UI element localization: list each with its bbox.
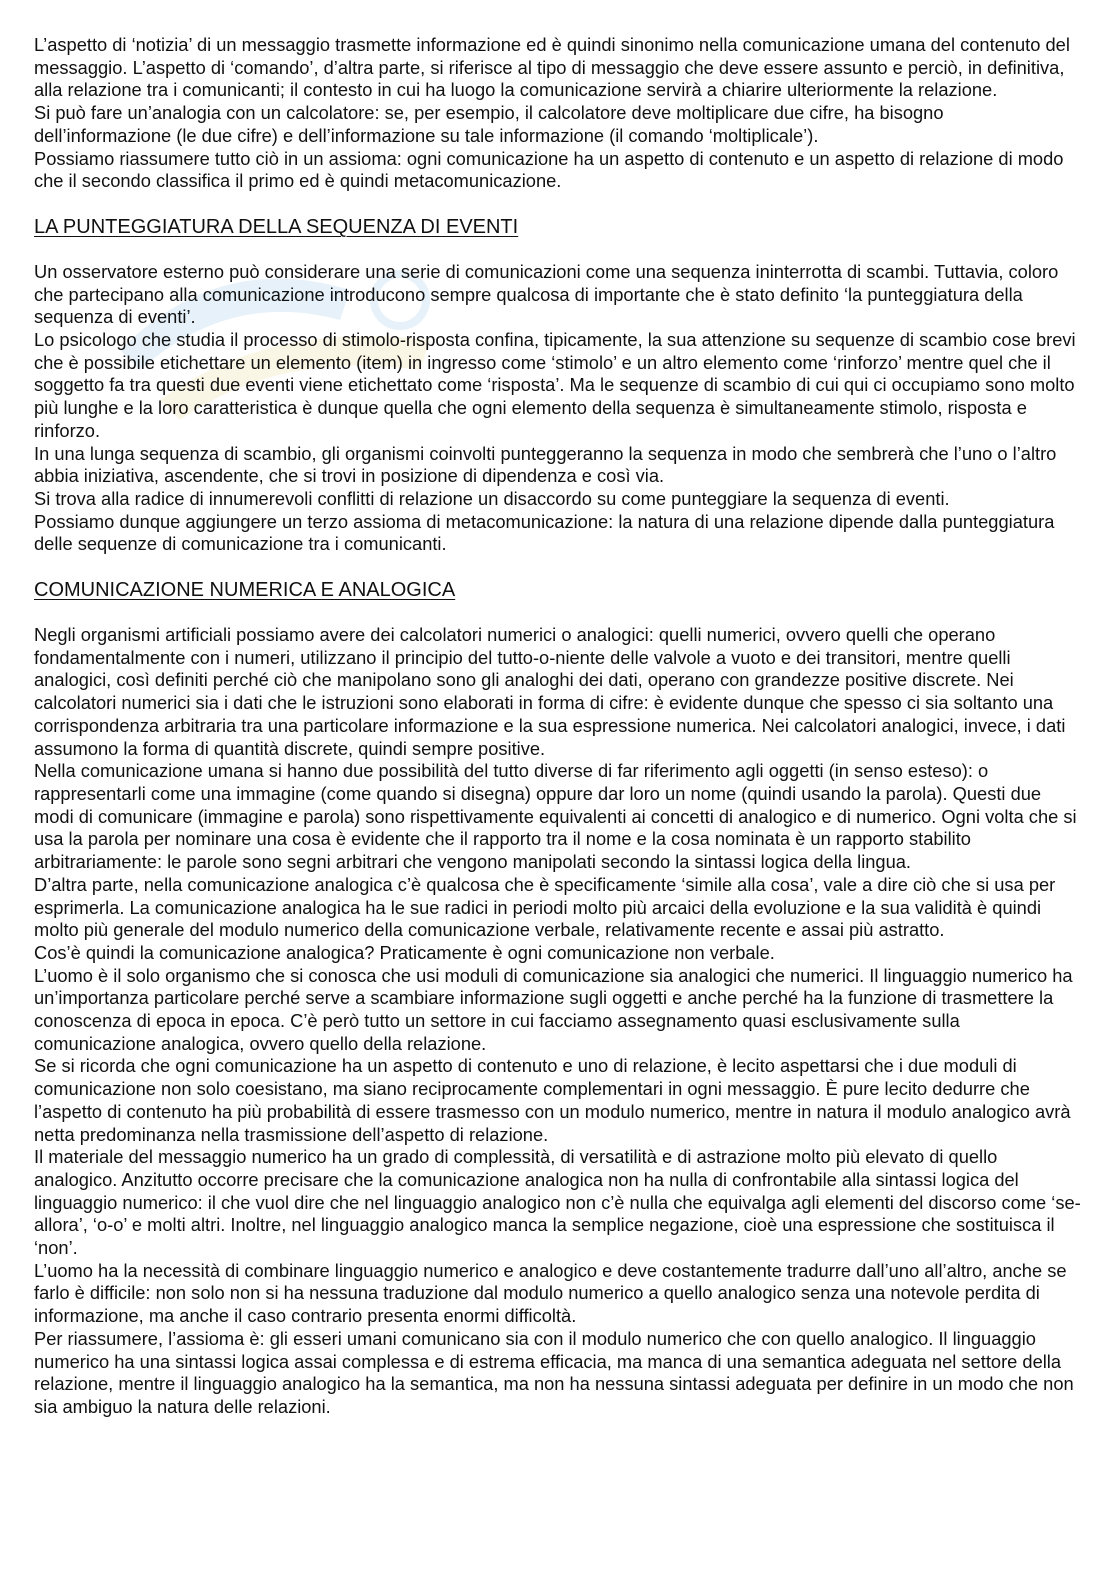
paragraph: Il materiale del messaggio numerico ha un grado di complessità, di versatilità e di astrazione molto più elevato di quello analogico. Anzitutto occorre precisare che la comunicazione analogica non ha nulla di confrontabile alla sintassi logica del linguaggio numerico: il che vuol dire che nel linguaggio analogico non c’è nulla che equivalga agli elementi del discorso come ‘se-allora’, ‘o-o’ e molti altri. Inoltre, nel linguaggio analogico manca la semplice negazione, cioè una espressione che sostituisca il ‘non’. [34, 1146, 1081, 1259]
paragraph: Possiamo dunque aggiungere un terzo assioma di metacomunicazione: la natura di una relazione dipende dalla punteggiatura delle sequenze di comunicazione tra i comunicanti. [34, 510, 1055, 555]
paragraph: Negli organismi artificiali possiamo avere dei calcolatori numerici o analogici: quelli numerici, ovvero quelli che operano fondamentalmente con i numeri, utilizzano il principio del tutto-o-niente delle valvole a vuoto e dei transitori, mentre quelli analogici, così definiti perché ciò che manipolano sono gli analoghi dei dati, operano con grandezze positive discrete. Nei calcolatori numerici sia i dati che le istruzioni sono elaborati in forma di cifre: è evidente dunque che spesso ci sia soltanto una corrispondenza arbitraria tra una particolare informazione e la sua espressione numerica. Nei calcolatori analogici, invece, i dati assumono la forma di quantità discrete, quindi sempre positive. [34, 624, 1066, 759]
paragraph: Si trova alla radice di innumerevoli conflitti di relazione un disaccordo su come punteggiare la sequenza di eventi. [34, 487, 950, 509]
document-page [34, 34, 1082, 1419]
paragraph: D’altra parte, nella comunicazione analogica c’è qualcosa che è specificamente ‘simile alla cosa’, vale a dire ciò che si usa per esprimerla. La comunicazione analogica ha le sue radici in periodi molto più arcaici della evoluzione e la sua validità è quindi molto più generale del modulo numerico della comunicazione verbale, relativamente recente e assai più astratto. [34, 873, 1056, 941]
section-punteggiatura [34, 261, 1082, 556]
paragraph: Per riassumere, l’assioma è: gli esseri umani comunicano sia con il modulo numerico che con quello analogico. Il linguaggio numerico ha una sintassi logica assai complessa e di estrema efficacia, ma manca di una semantica adeguata nel settore della relazione, mentre il linguaggio analogico ha la semantica, ma non ha nessuna sintassi adeguata per definire in un modo che non sia ambiguo la natura delle relazioni. [34, 1327, 1074, 1417]
section-comunicazione [34, 624, 1082, 1419]
paragraph: L’aspetto di ‘notizia’ di un messaggio trasmette informazione ed è quindi sinonimo nella comunicazione umana del contenuto del messaggio. L’aspetto di ‘comando’, d’altra parte, si riferisce al tipo di messaggio che deve essere assunto e perciò, in definitiva, alla relazione tra i comunicanti; il contesto in cui ha luogo la comunicazione servirà a chiarire ulteriormente la relazione. [34, 34, 1070, 101]
paragraph: Cos’è quindi la comunicazione analogica? Praticamente è ogni comunicazione non verbale. [34, 941, 775, 963]
section-heading-comunicazione: COMUNICAZIONE NUMERICA E ANALOGICA [34, 579, 456, 602]
paragraph: Possiamo riassumere tutto ciò in un assioma: ogni comunicazione ha un aspetto di contenuto e un aspetto di relazione di modo che il secondo classifica il primo ed è quindi metacomunicazione. [34, 147, 1064, 192]
section-heading-punteggiatura: LA PUNTEGGIATURA DELLA SEQUENZA DI EVENTI [34, 215, 519, 238]
section-intro [34, 34, 1082, 193]
paragraph: L’uomo ha la necessità di combinare linguaggio numerico e analogico e deve costantemente tradurre dall’uno all’altro, anche se farlo è difficile: non solo non si ha nessuna traduzione dal modulo numerico a quello analogico senza una notevole perdita di informazione, ma anche il caso contrario presenta enormi difficoltà. [34, 1259, 1067, 1327]
paragraph: Un osservatore esterno può considerare una serie di comunicazioni come una sequenza ininterrotta di scambi. Tuttavia, coloro che partecipano alla comunicazione introducono sempre qualcosa di importante che è stato definito ‘la punteggiatura della sequenza di eventi’. [34, 260, 1059, 328]
paragraph: Nella comunicazione umana si hanno due possibilità del tutto diverse di far riferimento agli oggetti (in senso esteso): o rappresentarli come una immagine (come quando si disegna) oppure dar loro un nome (quindi usando la parola). Questi due modi di comunicare (immagine e parola) sono rispettivamente equivalenti ai concetti di analogico e di numerico. Ogni volta che si usa la parola per nominare una cosa è evidente che il rapporto tra il nome e la cosa nominata è un rapporto stabilito arbitrariamente: le parole sono segni arbitrari che vengono manipolati secondo la sintassi logica della lingua. [34, 760, 1077, 873]
paragraph: Se si ricorda che ogni comunicazione ha un aspetto di contenuto e uno di relazione, è lecito aspettarsi che i due moduli di comunicazione non solo coesistano, ma siano reciprocamente complementari in ogni messaggio. È pure lecito dedurre che l’aspetto di contenuto ha più probabilità di essere trasmesso con un modulo numerico, mentre in natura il modulo analogico avrà netta predominanza nella trasmissione dell’aspetto di relazione. [34, 1055, 1071, 1145]
paragraph: L’uomo è il solo organismo che si conosca che usi moduli di comunicazione sia analogici che numerici. Il linguaggio numerico ha un’importanza particolare perché serve a scambiare informazione sugli oggetti e anche perché ha la funzione di trasmettere la conoscenza di epoca in epoca. C’è però tutto un settore in cui facciamo assegnamento quasi esclusivamente sulla comunicazione analogica, ovvero quello della relazione. [34, 964, 1073, 1054]
paragraph: Si può fare un’analogia con un calcolatore: se, per esempio, il calcolatore deve moltiplicare due cifre, ha bisogno dell’informazione (le due cifre) e dell’informazione su tale informazione (il comando ‘moltiplicale’). [34, 102, 944, 146]
paragraph: In una lunga sequenza di scambio, gli organismi coinvolti punteggeranno la sequenza in modo che sembrerà che l’uno o l’altro abbia iniziativa, ascendente, che si trovi in posizione di dipendenza e così via. [34, 442, 1057, 487]
paragraph: Lo psicologo che studia il processo di stimolo-risposta confina, tipicamente, la sua attenzione su sequenze di scambio cose brevi che è possibile etichettare un elemento (item) in ingresso come ‘stimolo’ e un altro elemento come ‘rinforzo’ mentre quel che il soggetto fa tra questi due eventi viene etichettato come ‘risposta’. Ma le sequenze di scambio di cui qui ci occupiamo sono molto più lunghe e la loro caratteristica è dunque quella che ogni elemento della sequenza è simultaneamente stimolo, risposta e rinforzo. [34, 329, 1076, 441]
